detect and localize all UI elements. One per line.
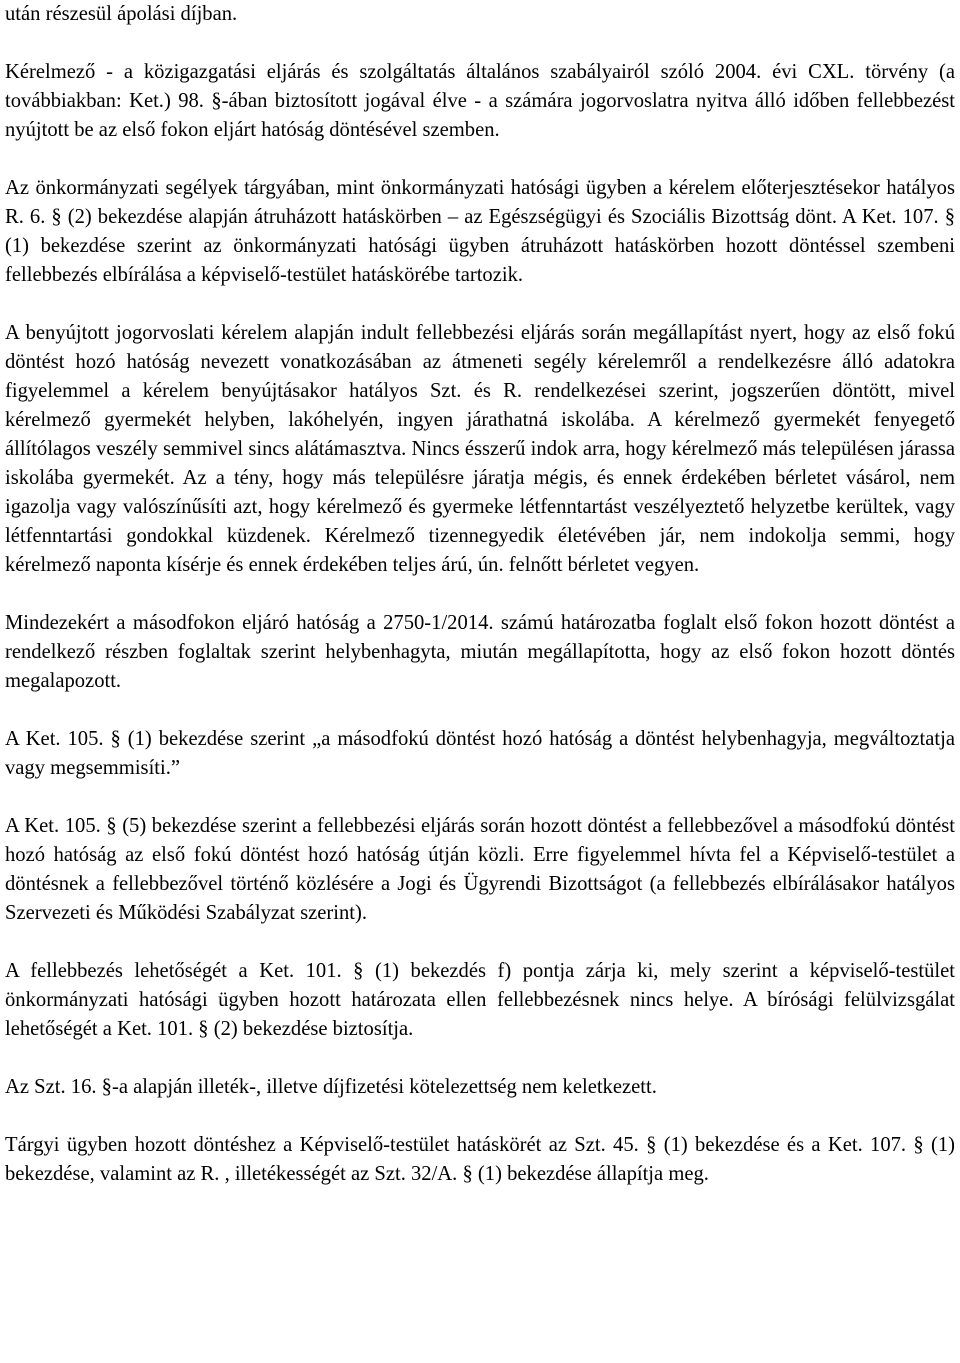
- paragraph-jurisdiction: Tárgyi ügyben hozott döntéshez a Képviselő-testület hatáskörét az Szt. 45. § (1) bekezdése és a Ket. 107. § (1) bekezdése, valamint az R. , illetékességét az Szt. 32/A. § (1) bekezdése állapítja meg.: [5, 1134, 955, 1185]
- paragraph-ket-105-1: A Ket. 105. § (1) bekezdése szerint „a másodfokú döntést hozó hatóság a döntést helybenhagyja, megváltoztatja vagy megsemmisíti.”: [5, 728, 955, 779]
- paragraph-findings: A benyújtott jogorvoslati kérelem alapján indult fellebbezési eljárás során megállapítást nyert, hogy az első fokú döntést hozó hatóság nevezett vonatkozásában az átmeneti segély kérelemről a rendelkezésre álló adatokra figyelemmel a kérelem benyújtásakor hatályos Szt. és R. rendelkezései szerint, jogszerűen döntött, mivel kérelmező gyermekét helyben, lakóhelyén, ingyen járathatná iskolába. A kérelmező gyermekét fenyegető állítólagos veszély semmivel sincs alátámasztva. Nincs ésszerű indok arra, hogy kérelmező más településen járassa iskolába gyermekét. Az a tény, hogy más településre járatja mégis, és ennek érdekében bérletet vásárol, nem igazolja vagy valószínűsíti azt, hogy kérelmező és gyermeke létfenntartást veszélyeztető helyzetbe kerültek, vagy létfenntartási gondokkal küzdenek. Kérelmező tizennegyedik életévében jár, nem indokolja semmi, hogy kérelmező naponta kísérje és ennek érdekében teljes árú, ún. felnőtt bérletet vegyen.: [5, 322, 955, 576]
- paragraph-ket-105-5: A Ket. 105. § (5) bekezdése szerint a fellebbezési eljárás során hozott döntést a fellebbezővel a másodfokú döntést hozó hatóság az első fokú döntést hozó hatóság útján közli. Erre figyelemmel hívta fel a Képviselő-testület a döntésnek a fellebbezővel történő közlésére a Jogi és Ügyrendi Bizottságot (a fellebbezés elbírálásakor hatályos Szervezeti és Működési Szabályzat szerint).: [5, 815, 955, 924]
- paragraph-remedy: A fellebbezés lehetőségét a Ket. 101. § (1) bekezdés f) pontja zárja ki, mely szerint a képviselő-testület önkormányzati hatósági ügyben hozott határozata ellen fellebbezésnek nincs helye. A bírósági felülvizsgálat lehetőségét a Ket. 101. § (2) bekezdése biztosítja.: [5, 960, 955, 1040]
- paragraph-decision: Mindezekért a másodfokon eljáró hatóság a 2750-1/2014. számú határozatba foglalt első fokon hozott döntést a rendelkező részben foglaltak szerint helybenhagyta, miután megállapította, hogy az első fokon hozott döntés megalapozott.: [5, 612, 955, 692]
- document-page: [5, 0, 955, 1189]
- paragraph-competence: Az önkormányzati segélyek tárgyában, mint önkormányzati hatósági ügyben a kérelem előterjesztésekor hatályos R. 6. § (2) bekezdése alapján átruházott hatáskörben – az Egészségügyi és Szociális Bizottság dönt. A Ket. 107. § (1) bekezdése szerint az önkormányzati hatósági ügyben átruházott hatáskörben hozott döntéssel szembeni fellebbezés elbírálása a képviselő-testület hatáskörébe tartozik.: [5, 177, 955, 286]
- paragraph-fees: Az Szt. 16. §-a alapján illeték-, illetve díjfizetési kötelezettség nem keletkezett.: [5, 1076, 657, 1098]
- paragraph-continuation: után részesül ápolási díjban.: [5, 3, 238, 25]
- paragraph-appeal-submission: Kérelmező - a közigazgatási eljárás és szolgáltatás általános szabályairól szóló 2004. évi CXL. törvény (a továbbiakban: Ket.) 98. §-ában biztosított jogával élve - a számára jogorvoslatra nyitva álló időben fellebbezést nyújtott be az első fokon eljárt hatóság döntésével szemben.: [5, 61, 955, 141]
